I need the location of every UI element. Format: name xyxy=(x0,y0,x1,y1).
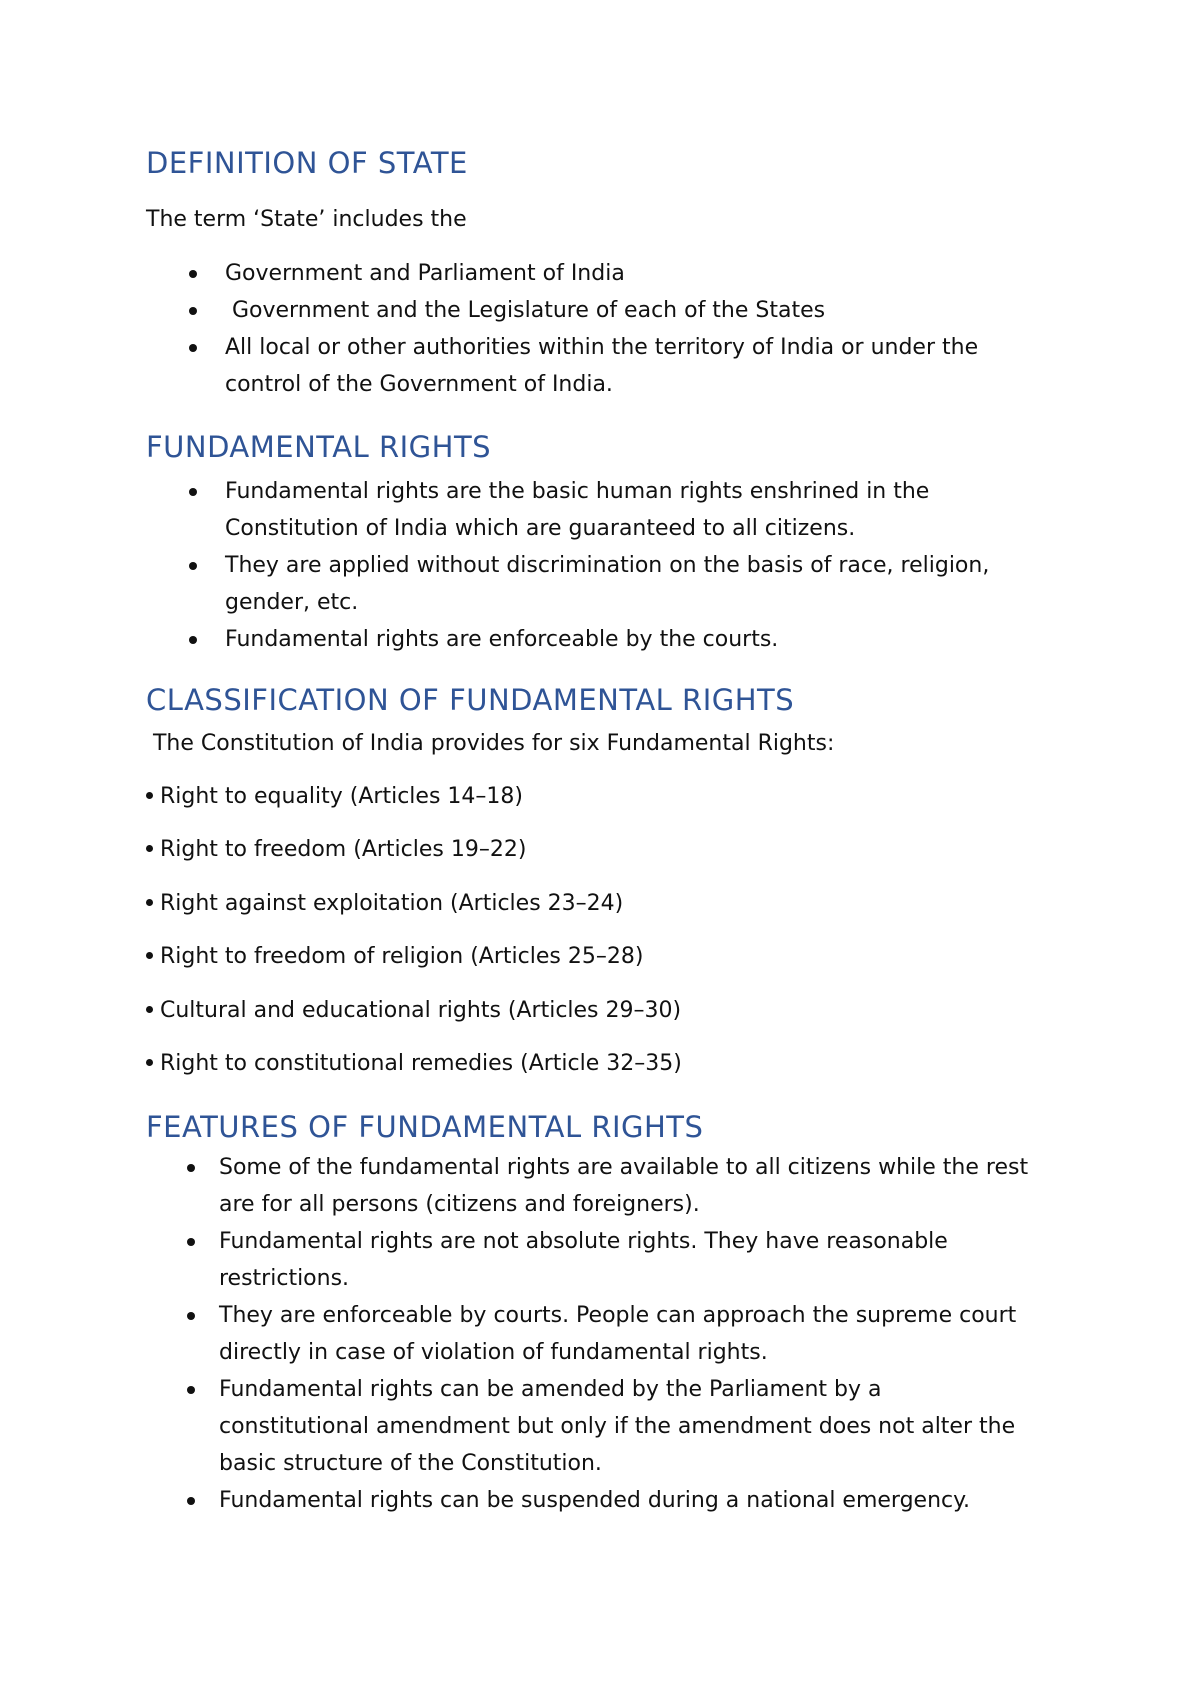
bullet-icon xyxy=(187,1164,195,1172)
list-item: Some of the fundamental rights are available to all citizens while the rest are for all persons (citizens and foreigners). xyxy=(219,1149,1028,1223)
heading-classification: CLASSIFICATION OF FUNDAMENTAL RIGHTS xyxy=(146,683,795,717)
bullet-icon xyxy=(189,344,197,352)
bullet-icon xyxy=(146,952,153,959)
list-item: Right to equality (Articles 14–18) xyxy=(146,778,523,815)
fundamental-rights-list xyxy=(225,473,989,658)
bullet-icon xyxy=(146,1059,153,1066)
list-item: Fundamental rights can be suspended during a national emergency. xyxy=(219,1482,1028,1519)
bullet-icon xyxy=(187,1386,195,1394)
list-item: Right against exploitation (Articles 23–24) xyxy=(146,885,623,922)
list-item: They are applied without discrimination on the basis of race, religion, gender, etc. xyxy=(225,547,989,621)
list-item: All local or other authorities within the territory of India or under the control of the Government of India. xyxy=(225,329,978,403)
list-item: Right to freedom of religion (Articles 25–28) xyxy=(146,938,643,975)
bullet-icon xyxy=(187,1497,195,1505)
list-item: Fundamental rights are not absolute rights. They have reasonable restrictions. xyxy=(219,1223,1028,1297)
bullet-icon xyxy=(187,1312,195,1320)
definition-intro: The term ‘State’ includes the xyxy=(146,207,467,232)
bullet-icon xyxy=(146,1006,153,1013)
bullet-icon xyxy=(187,1238,195,1246)
bullet-icon xyxy=(189,562,197,570)
bullet-icon xyxy=(146,845,153,852)
heading-features: FEATURES OF FUNDAMENTAL RIGHTS xyxy=(146,1110,704,1144)
list-item: Right to constitutional remedies (Article 32–35) xyxy=(146,1045,682,1082)
bullet-icon xyxy=(189,488,197,496)
bullet-icon xyxy=(189,270,197,278)
list-item: Fundamental rights are enforceable by the courts. xyxy=(225,621,989,658)
list-item: Fundamental rights can be amended by the Parliament by a constitutional amendment but only if the amendment does not alter the basic structure of the Constitution. xyxy=(219,1371,1028,1482)
list-item: They are enforceable by courts. People can approach the supreme court directly in case of violation of fundamental rights. xyxy=(219,1297,1028,1371)
list-item: Fundamental rights are the basic human rights enshrined in the Constitution of India which are guaranteed to all citizens. xyxy=(225,473,989,547)
heading-definition-of-state: DEFINITION OF STATE xyxy=(146,146,468,180)
heading-fundamental-rights: FUNDAMENTAL RIGHTS xyxy=(146,430,492,464)
list-item: Right to freedom (Articles 19–22) xyxy=(146,831,526,868)
definition-list xyxy=(225,255,978,403)
bullet-icon xyxy=(189,636,197,644)
bullet-icon xyxy=(146,792,153,799)
list-item: Government and the Legislature of each of the States xyxy=(225,292,978,329)
classification-intro: The Constitution of India provides for six Fundamental Rights: xyxy=(146,731,835,756)
bullet-icon xyxy=(146,899,153,906)
features-list xyxy=(219,1149,1028,1519)
list-item: Cultural and educational rights (Articles 29–30) xyxy=(146,992,681,1029)
bullet-icon xyxy=(189,307,197,315)
list-item: Government and Parliament of India xyxy=(225,255,978,292)
